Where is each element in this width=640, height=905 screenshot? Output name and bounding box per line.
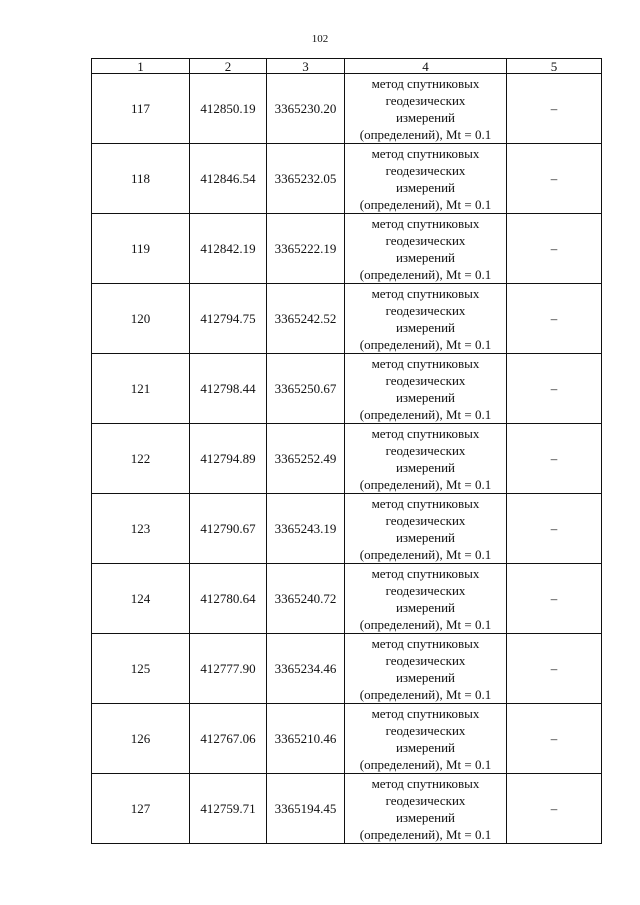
method-line-2: геодезических <box>385 792 466 808</box>
note-dash: – <box>507 284 602 354</box>
method-line-1: метод спутниковых <box>371 635 480 651</box>
coordinate-y: 3365252.49 <box>267 424 345 494</box>
coordinate-x: 412850.19 <box>190 74 267 144</box>
coordinate-x: 412767.06 <box>190 704 267 774</box>
point-number: 125 <box>92 634 190 704</box>
method-line-3: измерений <box>395 459 456 475</box>
note-dash: – <box>507 564 602 634</box>
method-description <box>345 354 507 424</box>
method-line-2: геодезических <box>385 652 466 668</box>
point-number: 123 <box>92 494 190 564</box>
header-col-5: 5 <box>507 59 602 74</box>
table-row <box>92 494 602 564</box>
coordinate-y: 3365230.20 <box>267 74 345 144</box>
coordinate-x: 412842.19 <box>190 214 267 284</box>
method-line-3: измерений <box>395 109 456 125</box>
method-line-2: геодезических <box>385 372 466 388</box>
header-row <box>92 59 602 74</box>
note-dash: – <box>507 424 602 494</box>
coordinate-y: 3365194.45 <box>267 774 345 844</box>
table-header <box>92 59 602 74</box>
coordinate-y: 3365234.46 <box>267 634 345 704</box>
method-description <box>345 144 507 214</box>
coordinate-x: 412777.90 <box>190 634 267 704</box>
method-line-4: (определений), Mt = 0.1 <box>359 686 492 702</box>
method-description <box>345 774 507 844</box>
point-number: 122 <box>92 424 190 494</box>
method-line-4: (определений), Mt = 0.1 <box>359 336 492 352</box>
table-row <box>92 354 602 424</box>
method-line-1: метод спутниковых <box>371 495 480 511</box>
method-line-4: (определений), Mt = 0.1 <box>359 756 492 772</box>
table-row <box>92 74 602 144</box>
method-line-2: геодезических <box>385 722 466 738</box>
table-row <box>92 564 602 634</box>
method-description <box>345 704 507 774</box>
note-dash: – <box>507 774 602 844</box>
coordinate-x: 412846.54 <box>190 144 267 214</box>
method-line-2: геодезических <box>385 232 466 248</box>
coordinate-y: 3365222.19 <box>267 214 345 284</box>
method-line-3: измерений <box>395 389 456 405</box>
coordinate-x: 412780.64 <box>190 564 267 634</box>
method-line-2: геодезических <box>385 92 466 108</box>
note-dash: – <box>507 74 602 144</box>
method-description <box>345 634 507 704</box>
method-line-4: (определений), Mt = 0.1 <box>359 406 492 422</box>
point-number: 120 <box>92 284 190 354</box>
method-line-4: (определений), Mt = 0.1 <box>359 196 492 212</box>
coordinate-y: 3365240.72 <box>267 564 345 634</box>
header-col-3: 3 <box>267 59 345 74</box>
table-row <box>92 704 602 774</box>
note-dash: – <box>507 144 602 214</box>
note-dash: – <box>507 214 602 284</box>
point-number: 124 <box>92 564 190 634</box>
note-dash: – <box>507 634 602 704</box>
point-number: 118 <box>92 144 190 214</box>
table-row <box>92 774 602 844</box>
note-dash: – <box>507 494 602 564</box>
table-row <box>92 284 602 354</box>
method-description <box>345 424 507 494</box>
method-line-1: метод спутниковых <box>371 565 480 581</box>
method-line-4: (определений), Mt = 0.1 <box>359 546 492 562</box>
method-line-2: геодезических <box>385 162 466 178</box>
coordinate-x: 412798.44 <box>190 354 267 424</box>
table-row <box>92 214 602 284</box>
method-line-1: метод спутниковых <box>371 285 480 301</box>
coordinate-y: 3365242.52 <box>267 284 345 354</box>
header-col-1: 1 <box>92 59 190 74</box>
point-number: 117 <box>92 74 190 144</box>
method-description <box>345 74 507 144</box>
method-line-2: геодезических <box>385 302 466 318</box>
method-line-3: измерений <box>395 669 456 685</box>
method-line-4: (определений), Mt = 0.1 <box>359 266 492 282</box>
method-line-3: измерений <box>395 739 456 755</box>
table-row <box>92 424 602 494</box>
table-row <box>92 144 602 214</box>
method-line-3: измерений <box>395 809 456 825</box>
table-body <box>92 74 602 844</box>
method-description <box>345 214 507 284</box>
method-line-4: (определений), Mt = 0.1 <box>359 476 492 492</box>
note-dash: – <box>507 354 602 424</box>
coordinate-y: 3365232.05 <box>267 144 345 214</box>
page-number: 102 <box>311 33 329 45</box>
method-line-2: геодезических <box>385 582 466 598</box>
method-line-4: (определений), Mt = 0.1 <box>359 616 492 632</box>
method-description <box>345 494 507 564</box>
method-description <box>345 284 507 354</box>
method-line-1: метод спутниковых <box>371 775 480 791</box>
method-line-1: метод спутниковых <box>371 75 480 91</box>
method-line-1: метод спутниковых <box>371 355 480 371</box>
header-col-2: 2 <box>190 59 267 74</box>
method-line-1: метод спутниковых <box>371 425 480 441</box>
table-row <box>92 634 602 704</box>
method-line-1: метод спутниковых <box>371 705 480 721</box>
coordinate-x: 412790.67 <box>190 494 267 564</box>
coordinate-x: 412794.89 <box>190 424 267 494</box>
coordinates-table <box>91 58 602 844</box>
method-line-4: (определений), Mt = 0.1 <box>359 826 492 842</box>
coordinate-x: 412794.75 <box>190 284 267 354</box>
method-line-1: метод спутниковых <box>371 145 480 161</box>
header-col-4: 4 <box>345 59 507 74</box>
method-line-3: измерений <box>395 249 456 265</box>
method-line-3: измерений <box>395 599 456 615</box>
method-line-2: геодезических <box>385 512 466 528</box>
method-line-2: геодезических <box>385 442 466 458</box>
method-description <box>345 564 507 634</box>
coordinate-y: 3365210.46 <box>267 704 345 774</box>
coordinate-y: 3365243.19 <box>267 494 345 564</box>
method-line-3: измерений <box>395 529 456 545</box>
point-number: 127 <box>92 774 190 844</box>
coordinate-x: 412759.71 <box>190 774 267 844</box>
method-line-3: измерений <box>395 179 456 195</box>
method-line-3: измерений <box>395 319 456 335</box>
method-line-1: метод спутниковых <box>371 215 480 231</box>
point-number: 126 <box>92 704 190 774</box>
coordinate-y: 3365250.67 <box>267 354 345 424</box>
point-number: 121 <box>92 354 190 424</box>
point-number: 119 <box>92 214 190 284</box>
method-line-4: (определений), Mt = 0.1 <box>359 126 492 142</box>
note-dash: – <box>507 704 602 774</box>
